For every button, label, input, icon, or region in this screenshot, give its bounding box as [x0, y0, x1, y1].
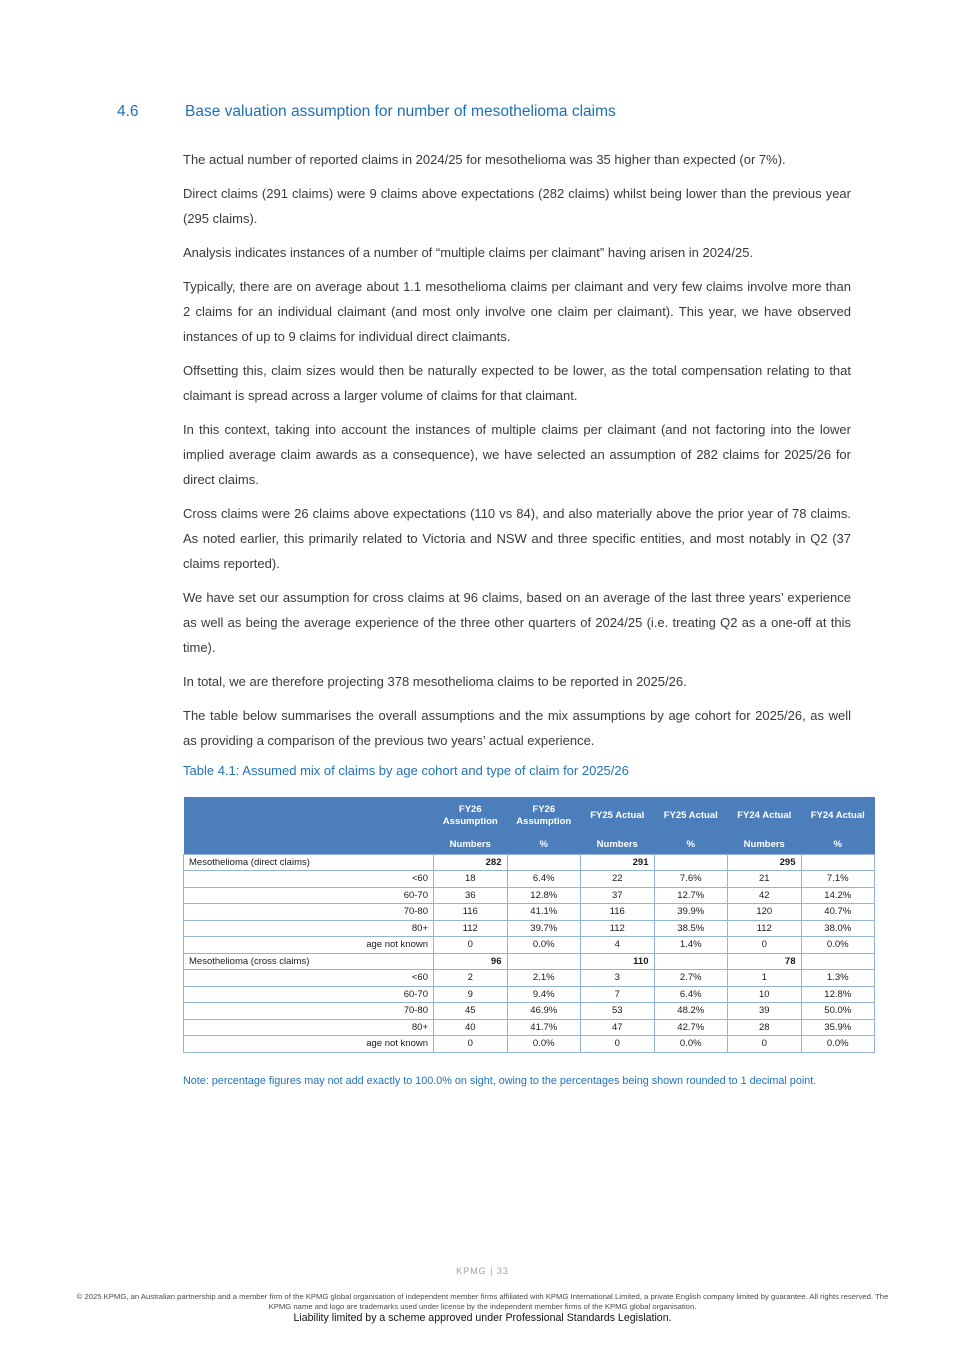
value-cell: 2.7% [654, 970, 728, 987]
table-body [184, 854, 875, 1052]
table-row [184, 887, 875, 904]
value-cell: 40 [434, 1019, 508, 1036]
value-cell: 37 [581, 887, 655, 904]
value-cell: 9.4% [507, 986, 581, 1003]
value-cell: 46.9% [507, 1003, 581, 1020]
value-cell: 2 [434, 970, 508, 987]
row-label-cell: 70-80 [184, 1003, 434, 1020]
value-cell: 50.0% [801, 1003, 875, 1020]
value-cell: 18 [434, 871, 508, 888]
body-paragraph: The table below summarises the overall assumptions and the mix assumptions by age cohort for 2025/26, as well as providing a comparison of the previous two years’ actual experience. [183, 708, 851, 748]
row-label-cell: 70-80 [184, 904, 434, 921]
value-cell: 38.5% [654, 920, 728, 937]
value-cell: 41.7% [507, 1019, 581, 1036]
column-header-cell: FY24 Actual [728, 797, 802, 835]
value-cell: 116 [581, 904, 655, 921]
table-row [184, 937, 875, 954]
value-cell: 0.0% [801, 937, 875, 954]
value-cell: 4 [581, 937, 655, 954]
column-header-cell: % [507, 835, 581, 854]
body-paragraph: Typically, there are on average about 1.1 mesothelioma claims per claimant and very few claims involve more than 2 claims for an individual claimant (and most only involve one claim per claimant). This year, we have observed instances of up to 9 claims for individual direct claimants. [183, 279, 851, 344]
column-header-cell: FY24 Actual [801, 797, 875, 835]
value-cell [801, 854, 875, 871]
value-cell: 12.7% [654, 887, 728, 904]
value-cell: 7 [581, 986, 655, 1003]
body-paragraph: Direct claims (291 claims) were 9 claims above expectations (282 claims) whilst being lower than the previous year (295 claims). [183, 186, 851, 226]
value-cell: 10 [728, 986, 802, 1003]
value-cell: 0 [728, 937, 802, 954]
body-paragraph: In this context, taking into account the instances of multiple claims per claimant (and not factoring into the lower implied average claim awards as a consequence), we have selected an assumption of 282 claims for 2025/26 for direct claims. [183, 422, 851, 487]
value-cell: 42 [728, 887, 802, 904]
value-cell: 291 [581, 854, 655, 871]
table-row [184, 1003, 875, 1020]
column-header-cell: Numbers [434, 835, 508, 854]
table-row [184, 1019, 875, 1036]
value-cell: 28 [728, 1019, 802, 1036]
table-row [184, 986, 875, 1003]
value-cell: 0 [728, 1036, 802, 1053]
value-cell: 39.9% [654, 904, 728, 921]
body-paragraph: Offsetting this, claim sizes would then be naturally expected to be lower, as the total compensation relating to that claimant is spread across a larger volume of claims for that claimant. [183, 363, 851, 403]
value-cell [507, 953, 581, 970]
column-header-cell: FY26 Assumption [434, 797, 508, 835]
column-header-cell: FY25 Actual [654, 797, 728, 835]
value-cell: 0.0% [507, 937, 581, 954]
value-cell: 14.2% [801, 887, 875, 904]
value-cell: 42.7% [654, 1019, 728, 1036]
section-number: 4.6 [117, 103, 139, 120]
row-label-cell: 60-70 [184, 986, 434, 1003]
value-cell: 39.7% [507, 920, 581, 937]
value-cell: 295 [728, 854, 802, 871]
column-header-cell: FY25 Actual [581, 797, 655, 835]
table-row [184, 953, 875, 970]
value-cell: 41.1% [507, 904, 581, 921]
value-cell: 48.2% [654, 1003, 728, 1020]
value-cell: 112 [581, 920, 655, 937]
row-label-cell: Mesothelioma (cross claims) [184, 953, 434, 970]
body-paragraph: We have set our assumption for cross claims at 96 claims, based on an average of the last three years’ experience as well as being the average experience of the three other quarters of 2024/25 (i.e. treating Q2 as a one-off at this time). [183, 590, 851, 655]
value-cell: 110 [581, 953, 655, 970]
value-cell: 0 [581, 1036, 655, 1053]
copyright-text: © 2025 KPMG, an Australian partnership and a member firm of the KPMG global organisation of independent member firms affiliated with KPMG International Limited, a private English company limited by guarantee. All rights reserved. The KPMG name and logo are trademarks used under license by the independent member firms of the KPMG global organisation. [76, 1292, 889, 1311]
value-cell: 96 [434, 953, 508, 970]
value-cell: 0 [434, 937, 508, 954]
value-cell: 47 [581, 1019, 655, 1036]
row-label-cell: <60 [184, 871, 434, 888]
body-paragraphs [183, 147, 851, 753]
table-row [184, 920, 875, 937]
row-label-cell: 80+ [184, 920, 434, 937]
value-cell: 0 [434, 1036, 508, 1053]
corner-header-cell [184, 835, 434, 854]
page-content [183, 147, 865, 1089]
value-cell: 7.1% [801, 871, 875, 888]
corner-header-cell [184, 797, 434, 835]
value-cell: 38.0% [801, 920, 875, 937]
table-caption: Table 4.1: Assumed mix of claims by age cohort and type of claim for 2025/26 [183, 763, 629, 778]
row-label-cell: age not known [184, 937, 434, 954]
value-cell: 12.8% [801, 986, 875, 1003]
column-header-cell: Numbers [581, 835, 655, 854]
page-number: KPMG | 33 [456, 1266, 509, 1276]
value-cell: 1.3% [801, 970, 875, 987]
body-paragraph: Analysis indicates instances of a number of “multiple claims per claimant” having arisen in 2024/25. [183, 245, 754, 260]
header-row [184, 797, 875, 835]
value-cell [507, 854, 581, 871]
value-cell: 116 [434, 904, 508, 921]
liability-statement: Liability limited by a scheme approved under Professional Standards Legislation. [293, 1312, 672, 1324]
body-paragraph: The actual number of reported claims in 2024/25 for mesothelioma was 35 higher than expected (or 7%). [183, 152, 786, 167]
value-cell: 1 [728, 970, 802, 987]
table-row [184, 904, 875, 921]
column-header-cell: % [654, 835, 728, 854]
row-label-cell: Mesothelioma (direct claims) [184, 854, 434, 871]
row-label-cell: age not known [184, 1036, 434, 1053]
value-cell: 78 [728, 953, 802, 970]
value-cell [801, 953, 875, 970]
body-paragraph: Cross claims were 26 claims above expectations (110 vs 84), and also materially above the prior year of 78 claims. As noted earlier, this primarily related to Victoria and NSW and three specific entities, and most notably in Q2 (37 claims reported). [183, 506, 851, 571]
value-cell: 12.8% [507, 887, 581, 904]
value-cell: 2.1% [507, 970, 581, 987]
value-cell: 1.4% [654, 937, 728, 954]
claims-mix-table [183, 797, 875, 1053]
value-cell: 53 [581, 1003, 655, 1020]
column-header-cell: Numbers [728, 835, 802, 854]
value-cell: 112 [434, 920, 508, 937]
table-note: Note: percentage figures may not add exactly to 100.0% on sight, owing to the percentages being shown rounded to 1 decimal point. [183, 1074, 817, 1087]
value-cell [654, 953, 728, 970]
table-row [184, 871, 875, 888]
column-header-cell: FY26 Assumption [507, 797, 581, 835]
value-cell: 40.7% [801, 904, 875, 921]
value-cell: 35.9% [801, 1019, 875, 1036]
value-cell: 21 [728, 871, 802, 888]
value-cell: 22 [581, 871, 655, 888]
table-header [184, 797, 875, 854]
value-cell: 0.0% [801, 1036, 875, 1053]
value-cell [654, 854, 728, 871]
value-cell: 112 [728, 920, 802, 937]
value-cell: 3 [581, 970, 655, 987]
value-cell: 45 [434, 1003, 508, 1020]
table-row [184, 970, 875, 987]
value-cell: 9 [434, 986, 508, 1003]
value-cell: 0.0% [507, 1036, 581, 1053]
value-cell: 6.4% [507, 871, 581, 888]
value-cell: 282 [434, 854, 508, 871]
value-cell: 7.6% [654, 871, 728, 888]
row-label-cell: 80+ [184, 1019, 434, 1036]
value-cell: 120 [728, 904, 802, 921]
row-label-cell: <60 [184, 970, 434, 987]
value-cell: 6.4% [654, 986, 728, 1003]
header-row [184, 835, 875, 854]
value-cell: 39 [728, 1003, 802, 1020]
body-paragraph: In total, we are therefore projecting 378 mesothelioma claims to be reported in 2025/26. [183, 674, 687, 689]
section-heading [117, 103, 870, 121]
table-row [184, 854, 875, 871]
value-cell: 36 [434, 887, 508, 904]
section-title: Base valuation assumption for number of mesothelioma claims [185, 103, 616, 120]
value-cell: 0.0% [654, 1036, 728, 1053]
row-label-cell: 60-70 [184, 887, 434, 904]
column-header-cell: % [801, 835, 875, 854]
table-row [184, 1036, 875, 1053]
